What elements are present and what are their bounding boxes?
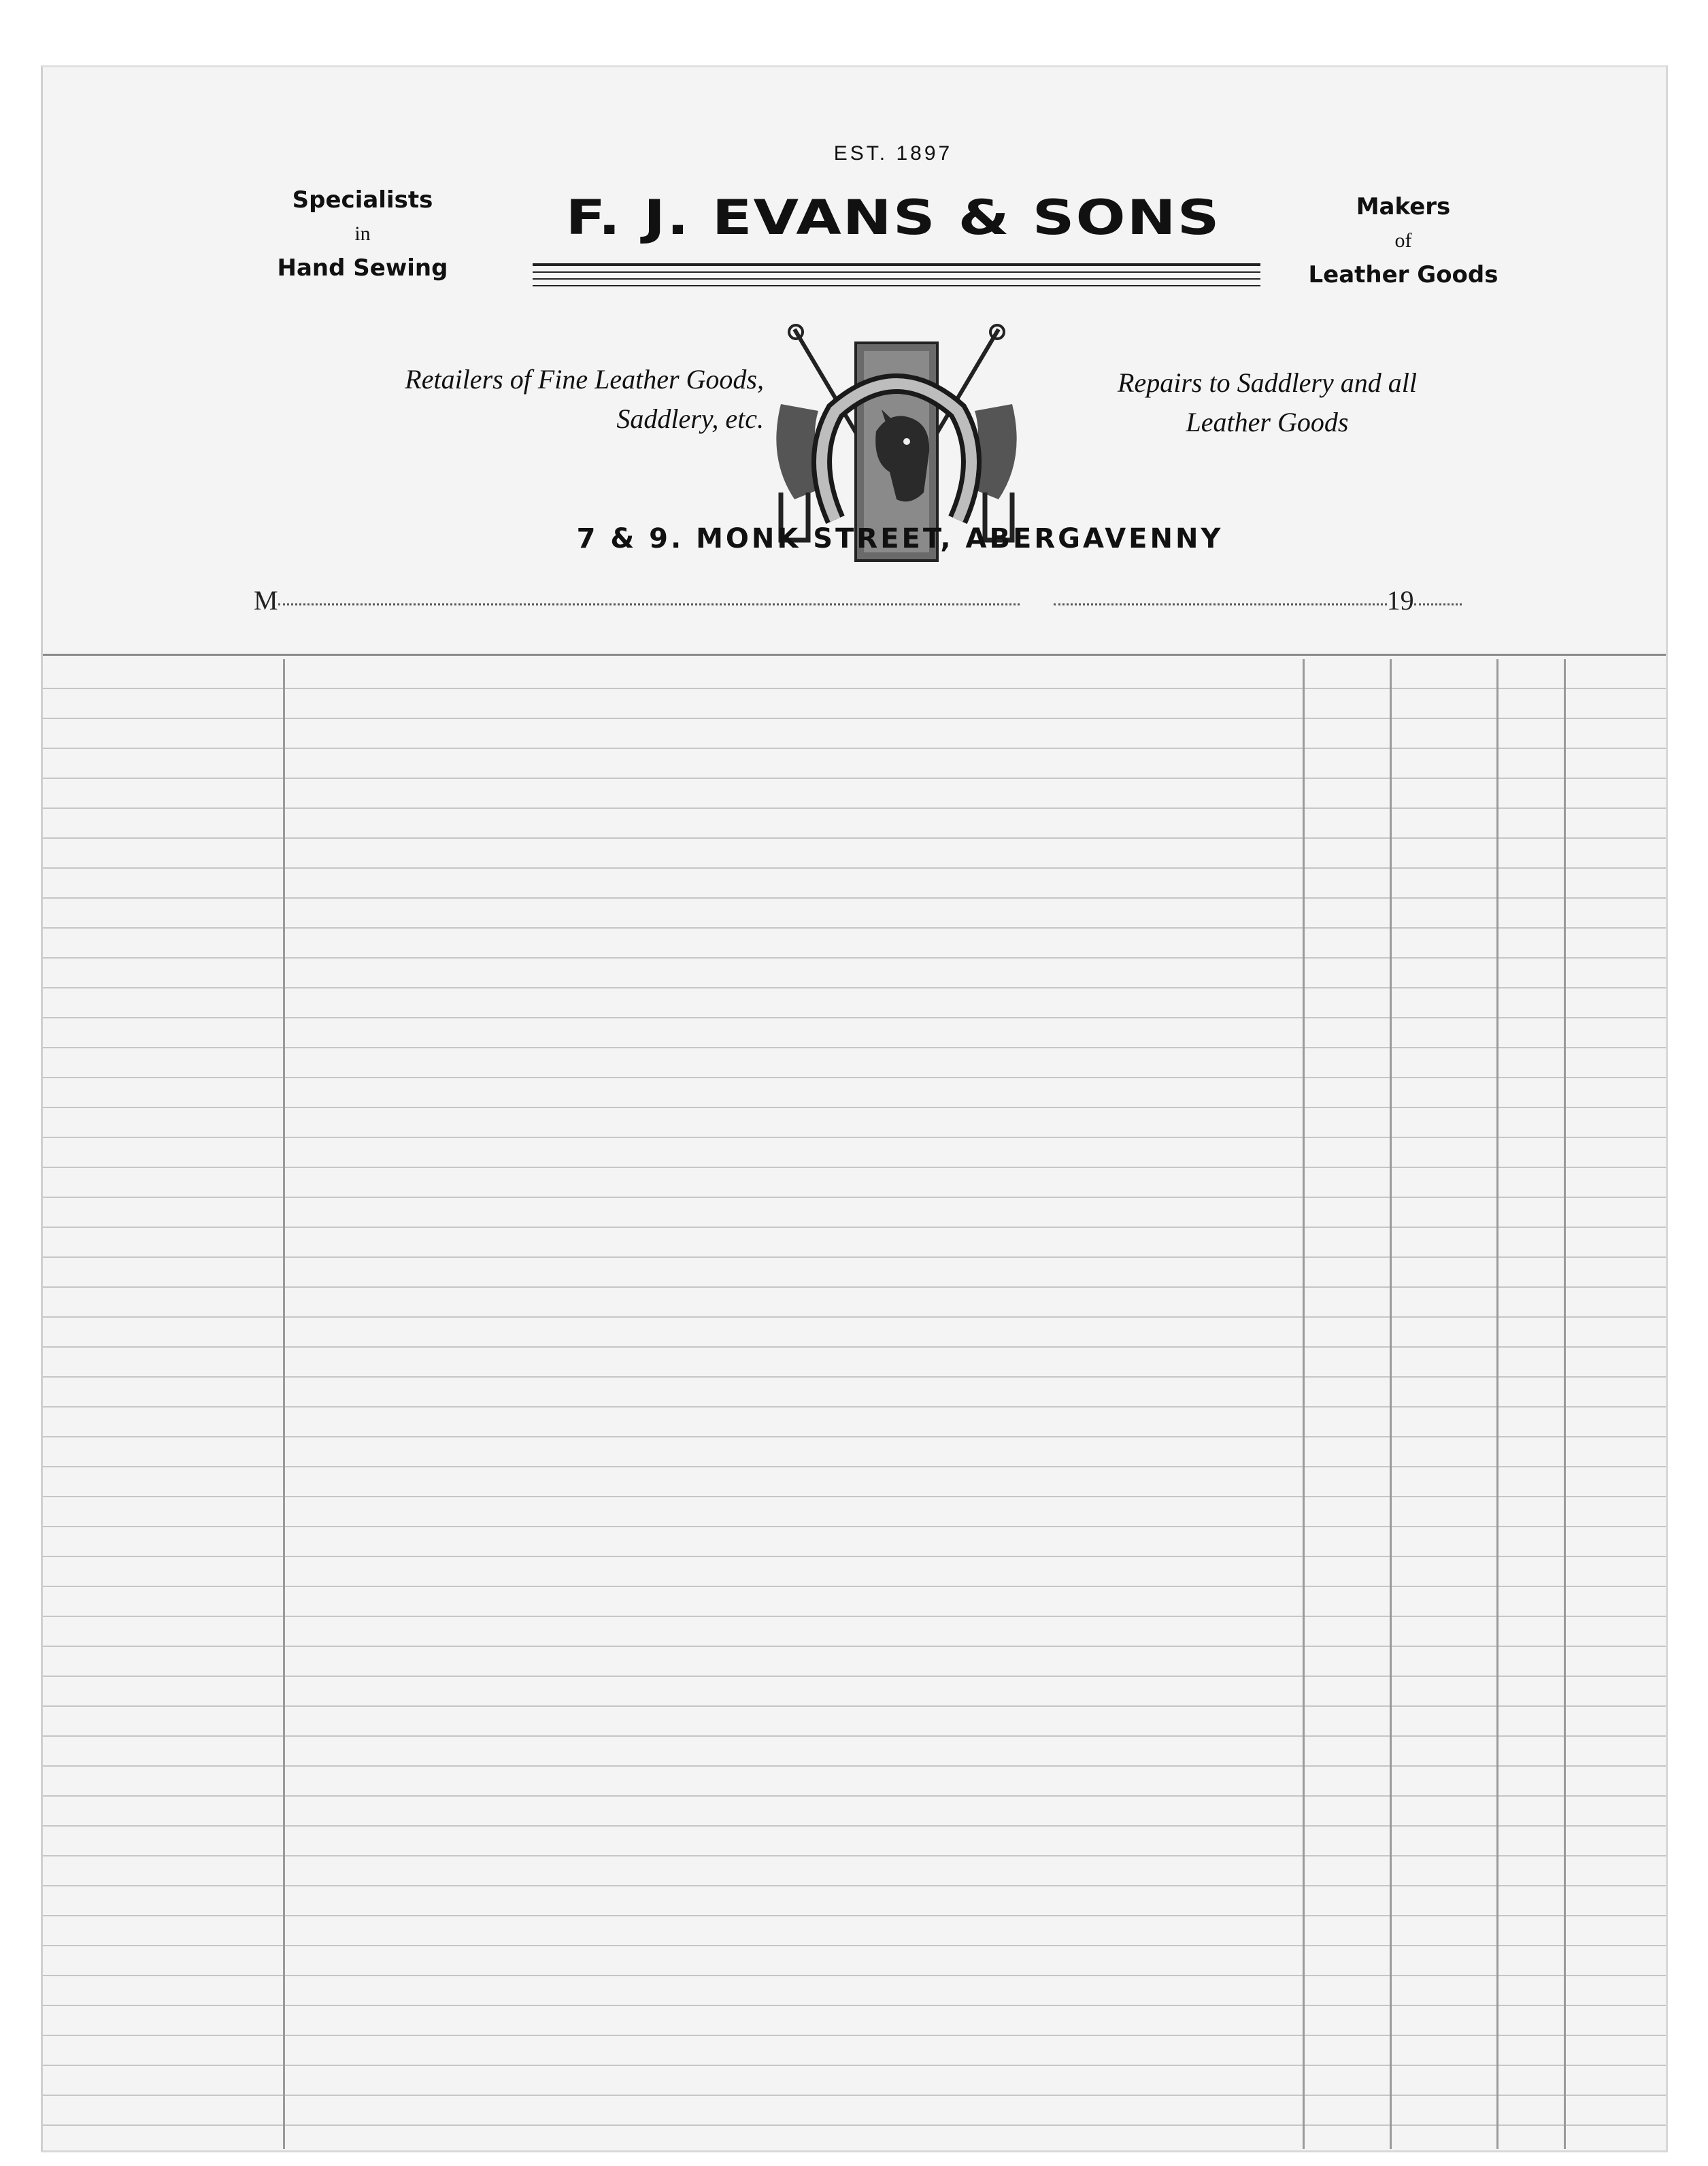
- right-tagline-line2: of: [1394, 229, 1412, 252]
- retail-text: [247, 360, 764, 439]
- title-rule: [533, 271, 1260, 273]
- right-tagline: [1274, 190, 1533, 292]
- title-rule: [533, 285, 1260, 286]
- right-tagline-line1: Makers: [1356, 193, 1451, 220]
- retail-text-line2: Saddlery, etc.: [616, 403, 764, 434]
- left-tagline-line2: in: [354, 222, 371, 245]
- invoice-sheet: [41, 65, 1668, 2152]
- left-tagline-line1: Specialists: [292, 186, 433, 214]
- date-field[interactable]: [1054, 603, 1387, 605]
- column-divider: [1496, 659, 1498, 2149]
- year-field[interactable]: [1414, 603, 1462, 605]
- retail-text-line1: Retailers of Fine Leather Goods,: [405, 364, 764, 395]
- ruled-lines-area: [43, 659, 1666, 2149]
- established-year: EST. 1897: [833, 142, 953, 165]
- column-divider: [283, 659, 285, 2149]
- left-tagline-line3: Hand Sewing: [277, 254, 448, 282]
- addressee-date-line: [254, 584, 1492, 616]
- header-divider: [43, 654, 1666, 656]
- title-rule: [533, 263, 1260, 266]
- business-address: 7 & 9. MONK STREET, ABERGAVENNY: [576, 523, 1224, 554]
- column-divider: [1564, 659, 1566, 2149]
- year-prefix: 19: [1386, 585, 1414, 616]
- repairs-text-line2: Leather Goods: [1186, 407, 1349, 437]
- column-divider: [1390, 659, 1392, 2149]
- company-name: F. J. EVANS & SONS: [565, 190, 1221, 246]
- left-tagline: [233, 183, 492, 285]
- repairs-text-line1: Repairs to Saddlery and all: [1118, 367, 1417, 398]
- addressee-prefix: M: [254, 585, 278, 616]
- right-tagline-line3: Leather Goods: [1308, 261, 1498, 288]
- repairs-text: [1029, 363, 1505, 442]
- title-rule: [533, 278, 1260, 280]
- addressee-field[interactable]: [278, 603, 1020, 605]
- column-divider: [1303, 659, 1305, 2149]
